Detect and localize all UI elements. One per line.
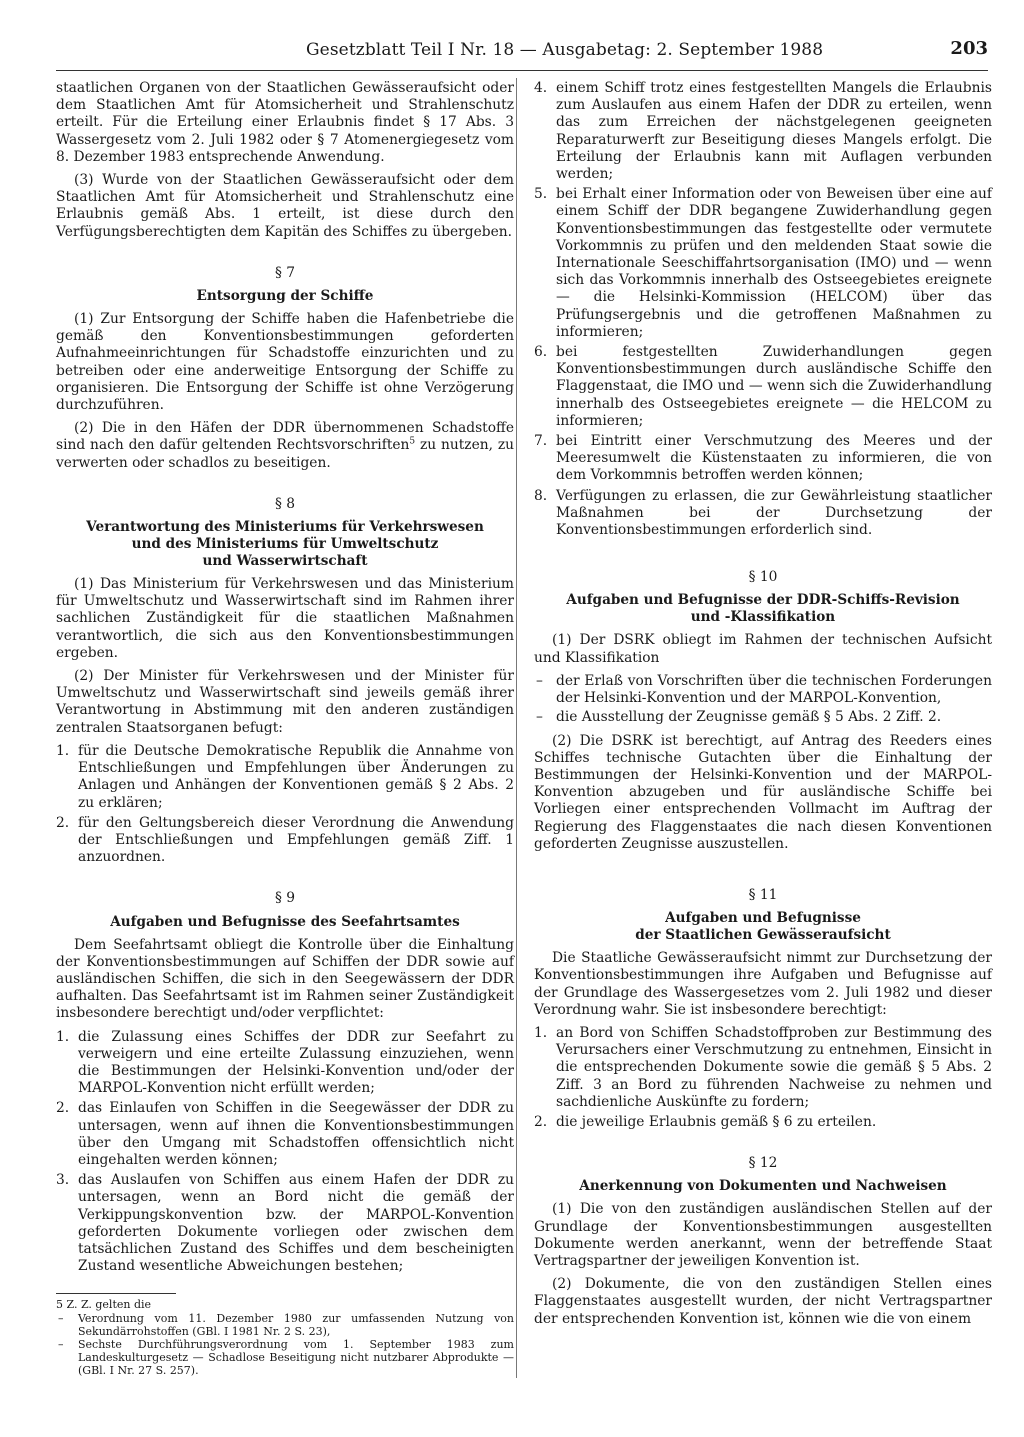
list-item [56,1029,514,1098]
section-10-para-2: (2) Die DSRK ist berechtigt, auf Antrag des Reeders eines Schiffes technische Gutachten über die Einhaltung der Bestimmungen der Helsinki-Konvention und der MARPOL-Konvention abzugeben und für ausländische Schiffe bei Vorliegen einer entsprechenden Vollmacht im Auftrag der Regierung des Flaggenstaates die nach diesen Konventionen geforderten Zeugnisse auszustellen. [534,732,992,852]
section-8-para-2: (2) Der Minister für Verkehrswesen und der Minister für Umweltschutz und Wasserwirtschaft sind jeweils gemäß ihrer Verantwortung in Abstimmung mit den anderen zuständigen zentralen Staatsorganen befugt: [56,668,514,736]
left-column [56,80,514,1378]
item-text: für den Geltungsbereich dieser Verordnung die Anwendung der Entschließungen und Empfehlungen gemäß Ziff. 1 anzuordnen. [78,814,514,866]
section-8-title-line-2: und des Ministeriums für Umweltschutz [131,536,439,553]
section-7-para-2 [56,420,514,472]
footnote-item: – Sechste Durchführungsverordnung vom 1. September 1983 zum Landeskulturgesetz — Schadlose Beseitigung nicht nutzbarer Abprodukte — (GBl. I Nr. 27 S. 257). [56,1338,514,1378]
section-8-title-line-3: und Wasserwirtschaft [202,553,368,570]
column-divider [516,78,517,1378]
item-number: 2. [56,814,70,831]
section-11-title-line-1: Aufgaben und Befugnisse [665,910,861,927]
running-title: Gesetzblatt Teil I Nr. 18 — Ausgabetag: 2. September 1988 [306,40,824,60]
item-number: 6. [534,344,548,361]
item-number: 2. [56,1100,70,1117]
section-7-number: § 7 [274,264,296,281]
list-item [534,1114,992,1131]
item-number: 8. [534,487,548,504]
list-item [56,815,514,867]
section-7-para-1: (1) Zur Entsorgung der Schiffe haben die Hafenbetriebe die gemäß den Konventionsbestimmungen geforderten Aufnahmeeinrichtungen für Schadstoffe einzurichten und zu betreiben oder eine anderweitige Entsorgung der Schiffe zu organisieren. Die Entsorgung der Schiffe ist ohne Verzögerung durchzuführen. [56,311,514,414]
footnote-head: 5 Z. Z. gelten die [56,1298,152,1312]
paragraph-intro: staatlichen Organen von der Staatlichen Gewässeraufsicht oder dem Staatlichen Amt für Atomsicherheit und Strahlenschutz erteilt. Für die Erteilung einer Erlaubnis findet § 17 Abs. 3 Wassergesetz vom 2. Juli 1982 oder § 7 Atomenergiegesetz vom 8. Dezember 1983 entsprechende Anwendung. [56,80,514,165]
item-number: 2. [534,1113,548,1130]
list-item [534,344,992,430]
item-text: bei festgestellten Zuwiderhandlungen gegen Konventionsbestimmungen durch ausländische Schiffe den Flaggenstaat, die IMO und — wenn sich die Zuwiderhandlung innerhalb des Ostseegebietes ereignete — die HELCOM zu informieren; [556,344,992,429]
item-text: Verfügungen zu erlassen, die zur Gewährleistung staatlicher Maßnahmen bei der Durchsetzung der Konventionsbestimmungen erforderlich sind. [556,487,992,539]
item-number: 7. [534,433,548,450]
footnote-item: – Verordnung vom 11. Dezember 1980 zur umfassenden Nutzung von Sekundärrohstoffen (GBl. I 1981 Nr. 2 S. 23), [56,1312,514,1338]
header-rule [56,70,988,71]
item-text: bei Eintritt einer Verschmutzung des Meeres und der Meeresumwelt die Küstenstaaten zu informieren, die von dem Vorkommnis betroffen werden können; [556,433,992,484]
section-7-title: Entsorgung der Schiffe [196,288,374,305]
section-8-number: § 8 [274,495,296,512]
item-number: 1. [56,1028,70,1045]
section-8-title-line-1: Verantwortung des Ministeriums für Verkehrswesen [86,519,484,536]
section-10-dash-list [534,673,992,727]
section-9-title: Aufgaben und Befugnisse des Seefahrtsamtes [110,913,460,930]
section-12-number: § 12 [748,1155,778,1172]
footnote-ref-5: 5 [409,436,416,447]
page-number: 203 [950,38,988,59]
item-text: das Auslaufen von Schiffen aus einem Hafen der DDR zu untersagen, wenn an Bord nicht die gemäß der Verkippungskonvention bzw. der MARPOL-Konvention geforderten Dokumente vorliegen oder zwischen dem tatsächlichen Zustand des Schiffes und dem bescheinigten Zustand wesentliche Abweichungen bestehen; [78,1172,514,1275]
list-item [534,186,992,341]
section-10-number: § 10 [748,569,778,586]
list-item [56,1172,514,1275]
section-9-list-right [534,80,992,539]
right-column [534,80,992,1334]
section-12-para-1: (1) Die von den zuständigen ausländischen Stellen auf der Grundlage der Konventionsbestimmungen ausgestellten Dokumente werden anerkannt, wenn der betreffende Staat Vertragspartner der jeweiligen Konvention ist. [534,1201,992,1269]
list-item [534,1025,992,1111]
list-item [534,488,992,540]
section-10-para-1: (1) Der DSRK obliegt im Rahmen der technischen Aufsicht und Klassifikation [534,632,992,666]
page-header [56,34,988,62]
item-number: 3. [56,1172,70,1189]
list-item [534,80,992,183]
item-text: die Zulassung eines Schiffes der DDR zur Seefahrt zu verweigern und eine erteilte Zulassung einzuziehen, wenn die Bestimmungen der Helsinki-Konvention und/oder der MARPOL-Konvention nicht erfüllt werden; [78,1028,514,1097]
dash-item: – die Ausstellung der Zeugnisse gemäß § 5 Abs. 2 Ziff. 2. [534,709,992,726]
section-10-title-line-2: und -Klassifikation [690,609,836,626]
item-text: die jeweilige Erlaubnis gemäß § 6 zu erteilen. [556,1113,877,1130]
section-9-para-1: Dem Seefahrtsamt obliegt die Kontrolle über die Einhaltung der Konventionsbestimmungen auf Schiffen der DDR sowie auf ausländischen Schiffen, die sich in den Seegewässern der DDR aufhalten. Das Seefahrtsamt ist im Rahmen seiner Zuständigkeit insbesondere berechtigt und/oder verpflichtet: [56,936,514,1022]
item-text: das Einlaufen von Schiffen in die Seegewässer der DDR zu untersagen, wenn auf ihnen die Konventionsbestimmungen über den Umgang mit Schadstoffen offensichtlich nicht eingehalten werden können; [78,1100,514,1168]
section-12-title: Anerkennung von Dokumenten und Nachweisen [579,1178,947,1195]
item-number: 4. [534,80,548,96]
section-9-number: § 9 [274,890,296,907]
section-12-para-2: (2) Dokumente, die von den zuständigen Stellen eines Flaggenstaates ausgestellt wurden, der nicht Vertragspartner der entsprechenden Konvention ist, können wie die von einem [534,1276,992,1327]
section-11-para-1: Die Staatliche Gewässeraufsicht nimmt zur Durchsetzung der Konventionsbestimmungen ihre Aufgaben und Befugnisse auf der Grundlage des Wassergesetzes vom 2. Juli 1982 und dieser Verordnung wahr. Sie ist insbesondere berechtigt: [534,950,992,1018]
list-item [56,743,514,812]
item-number: 1. [56,742,70,759]
section-11-list [534,1025,992,1131]
list-item [56,1100,514,1169]
item-text: an Bord von Schiffen Schadstoffproben zur Bestimmung des Verursachers einer Verschmutzung zu entnehmen, Einsicht in die entsprechenden Dokumente sowie die gemäß § 5 Abs. 2 Ziff. 3 an Bord zu führenden Nachweise zu nehmen und sachdienliche Auskünfte zu fordern; [556,1024,992,1110]
section-7-para-2-text-b: zu nutzen, zu verwerten oder schadlos zu beseitigen. [56,437,514,471]
section-8-para-1: (1) Das Ministerium für Verkehrswesen und das Ministerium für Umweltschutz und Wasserwirtschaft sind im Rahmen ihrer sachlichen Zuständigkeit für die staatlichen Maßnahmen verantwortlich, die sich aus den Konventionsbestimmungen ergeben. [56,576,514,661]
footnote-rule [56,1293,176,1294]
item-number: 1. [534,1024,548,1041]
section-8-list [56,743,514,866]
dash-item: – der Erlaß von Vorschriften über die technischen Forderungen der Helsinki-Konvention und der MARPOL-Konvention, [534,673,992,707]
paragraph-abs3: (3) Wurde von der Staatlichen Gewässeraufsicht oder dem Staatlichen Amt für Atomsicherheit und Strahlenschutz eine Erlaubnis gemäß Abs. 1 erteilt, ist diese durch den Verfügungsberechtigten dem Kapitän des Schiffes zu übergeben. [56,172,514,240]
section-9-list-left [56,1029,514,1276]
section-11-title [534,910,992,944]
item-text: einem Schiff trotz eines festgestellten Mangels die Erlaubnis zum Auslaufen aus einem Hafen der DDR zu erteilen, wenn das zum Erreichen der nächstgelegenen geeigneten Reparaturwerft zur Beseitigung dieses Mangels erfolgt. Die Erteilung der Erlaubnis kann mit Auflagen verbunden werden; [556,80,992,183]
list-item [534,433,992,485]
item-number: 5. [534,186,548,203]
section-7-para-2-text-a: (2) Die in den Häfen der DDR übernommenen Schadstoffe sind nach den dafür geltenden Rechtsvorschriften [56,420,514,454]
item-text: bei Erhalt einer Information oder von Beweisen über eine auf einem Schiff der DDR begangene Zuwiderhandlung gegen Konventionsbestimmungen das festgestellte oder vermutete Vorkommnis zu prüfen und den meldenden Staat sowie die Internationale Seeschiffahrtsorganisation (IMO) und — wenn sich das Vorkommnis innerhalb des Ostseegebietes ereignete — die Helsinki-Kommission (HELCOM) über das Prüfungsergebnis und die getroffenen Maßnahmen zu informieren; [556,186,992,340]
section-11-number: § 11 [748,886,778,903]
section-10-title-line-1: Aufgaben und Befugnisse der DDR-Schiffs-Revision [566,592,960,609]
section-11-title-line-2: der Staatlichen Gewässeraufsicht [635,927,891,944]
item-text: für die Deutsche Demokratische Republik die Annahme von Entschließungen und Empfehlungen über Änderungen zu Anlagen und Anhängen der Konventionen gemäß § 2 Abs. 2 zu erklären; [78,742,514,811]
section-10-title [534,592,992,626]
section-8-title [56,519,514,570]
